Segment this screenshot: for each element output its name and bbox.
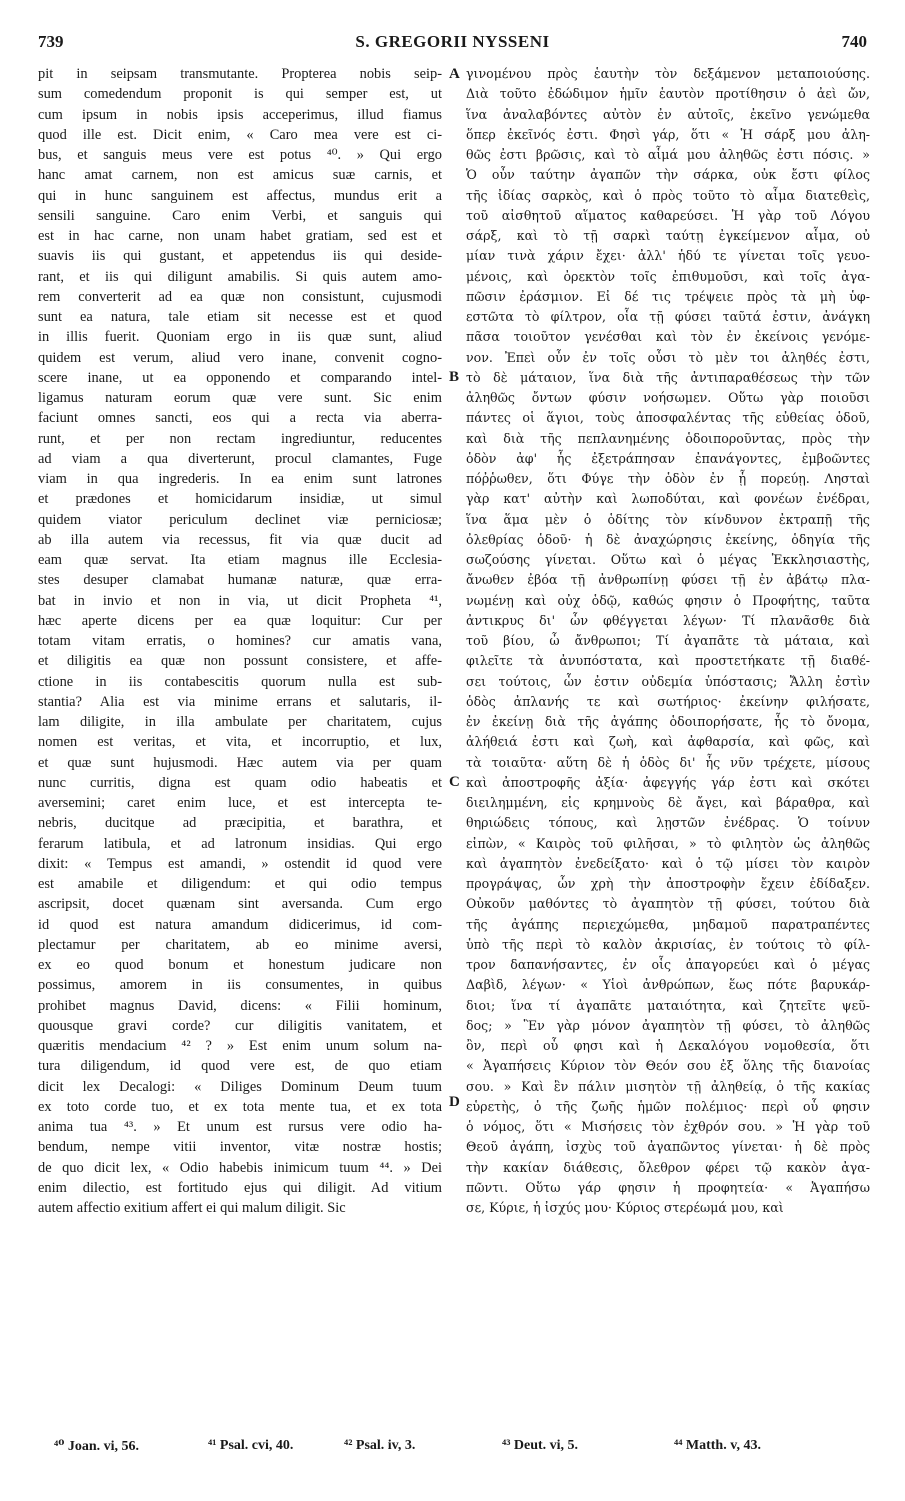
greek-text-line: ὁ νόμος, ὅτι « Μισήσεις τὸν ἐχθρόν σου. » Ἡ γὰρ τοῦ (466, 1119, 870, 1134)
greek-text-line: τοῦ βίου, ὦ ἄνθρωποι; Τί ἀγαπᾶτε τὰ μάταια, καὶ (466, 633, 870, 648)
greek-text-line: ὅπερ ἐκεῖνός ἐστι. Φησὶ γάρ, ὅτι « Ἡ σάρξ μου ἀλη- (466, 126, 870, 142)
latin-text-line: suavis iis qui gustant, et appetendus iis qui deside- (38, 248, 442, 265)
latin-text-line: hanc amat carnem, non est amicus suæ carnis, et (38, 167, 442, 184)
latin-text-line: totam vitam erratis, o homines? cur amatis vana, (38, 633, 442, 649)
latin-text-line: nebris, ducitque ad præcipitia, et barathra, et (38, 815, 442, 832)
latin-text-line: dicit lex Decalogi: « Diliges Dominum Deum tuum (38, 1078, 442, 1095)
latin-text-line: eam quæ servat. Ita etiam magnus ille Ecclesia- (38, 552, 442, 568)
latin-text-line: pit in seipsam transmutante. Propterea nobis seip- (38, 66, 442, 82)
latin-text-line: rem converterit ad ea quæ non consistunt, cujusmodi (38, 288, 442, 305)
greek-text-line: ἐν ἐκείνῃ διὰ τῆς ἀγάπης ὁδοιπορήσατε, ἧς τὸ ὄνομα, (466, 714, 870, 729)
latin-text-line: autem affectio exitium affert ei qui malum diligit. Sic (38, 1200, 346, 1216)
greek-text-line: θηριώδεις τόπους, καὶ λῃστῶν ἐνέδρας. Ὁ τοίνυν (466, 815, 870, 831)
greek-text-line: σει τούτοις, ὧν ἐστιν οὐδεμία ὑπόστασις; Ἄλλη ἐστὶν (466, 673, 870, 689)
greek-text-line: ὁδὸς ἀπλανής τε καὶ σωτήριος· ἐκείνην φιλήσατε, (466, 693, 870, 709)
greek-text-line: ἀληθῶς ὄντων φύσιν νοήσωμεν. Οὕτω γὰρ ποιοῦσι (466, 390, 870, 405)
latin-text-line: quidem viator periculum declinet viæ perniciosæ; (38, 511, 442, 528)
greek-text-line: Διὰ τοῦτο ἐδώδιμον ἡμῖν ἑαυτὸν προτίθησιν ὁ ἀεὶ ὤν, (466, 86, 870, 102)
greek-text-line: Δαβὶδ, λέγων· « Υἱοὶ ἀνθρώπων, ἕως πότε βαρυκάρ- (466, 977, 870, 993)
latin-text-line: rant, et iis qui diligunt amabilis. Si quis autem amo- (38, 268, 442, 285)
greek-text-line: καὶ διὰ τῆς πεπλανημένης ὁδοιποροῦντας, πρὸς τὴν (466, 430, 870, 446)
latin-text-line: quod ille est. Dicit enim, « Caro mea vere est ci- (38, 126, 442, 143)
greek-text-line: τὸ δὲ μάταιον, ἵνα διὰ τῆς ἀντιπαραθέσεως τὴν τῶν (466, 369, 870, 385)
greek-text-line: ὀλεθρίας ὁδοῦ· ἡ δὲ ἀναχώρησις ἐκείνης, ὁδηγία τῆς (466, 531, 870, 547)
latin-text-line: quæritis mendacium ⁴² ? » Est enim unum solum na- (38, 1038, 442, 1054)
greek-text-line: τῆς ἀγάπης περιεχώμεθα, μηδαμοῦ παρατραπέντες (466, 916, 870, 932)
latin-text-line: id quod est natura amandum didicerimus, id com- (38, 916, 442, 933)
greek-text-line: σου. » Καὶ ἓν πάλιν μισητὸν τῇ ἀληθείᾳ, ὁ τῆς κακίας (466, 1078, 870, 1094)
latin-text-line: enim dilectio, est fortitudo ejus qui diligit. Ad vitium (38, 1179, 442, 1196)
margin-letter-a: A (449, 66, 460, 82)
greek-text-line: τὰ τοιαῦτα· αὕτη δὲ ἡ ὁδὸς δι' ἧς νῦν τρέχετε, μίσους (466, 754, 870, 770)
latin-column (38, 64, 442, 1218)
greek-column (466, 64, 870, 1218)
greek-text-line: πόῤῥωθεν, ὅτι Φύγε τὴν ὁδὸν ἐν ᾗ πορεύῃ. Λησταὶ (466, 471, 870, 486)
latin-text-line: stes desuper clamabat humanæ naturæ, quæ erra- (38, 572, 442, 589)
greek-text-line: σάρξ, καὶ τὸ τῇ σαρκὶ ταύτῃ ἐγκείμενον αἷμα, οὐ (466, 228, 870, 243)
latin-text-line: hæc aperte dicens per ea quæ loquitur: Cur per (38, 612, 442, 629)
running-title: S. GREGORII NYSSENI (355, 32, 550, 51)
latin-text-line: sensili sanguine. Caro enim Verbi, et sanguis qui (38, 207, 442, 224)
footnote: ⁴³ Deut. vi, 5. (502, 1438, 579, 1453)
footnote: ⁴² Psal. iv, 3. (344, 1438, 416, 1453)
greek-text-line: διειλημμένη, εἰς κρημνοὺς δὲ ἄγει, καὶ βάραθρα, καὶ (466, 795, 870, 810)
latin-text-line: aversemini; caret enim luce, et est intercepta te- (38, 795, 442, 811)
greek-text-line: νον. Ἐπεὶ οὖν ἐν τοῖς οὖσι τὸ μὲν τοι ἀληθές ἐστι, (466, 349, 870, 365)
latin-text-line: de quo dicit lex, « Odio habebis inimicum tuum ⁴⁴. » Dei (38, 1159, 442, 1176)
latin-text-line: et diligitis ea quæ non possunt consistere, et affe- (38, 653, 442, 670)
greek-text-line: Θεοῦ ἀγάπη, ἰσχὺς τοῦ ἀγαπῶντος γίνεται· ἡ δὲ πρὸς (466, 1139, 870, 1155)
margin-letter-c: C (449, 774, 460, 790)
latin-text-line: possimus, amorem in iis consumentes, in quibus (38, 977, 442, 994)
latin-text-line: tura diligendum, id quod vere est, de quo etiam (38, 1058, 442, 1075)
page-number-left: 739 (38, 32, 64, 51)
latin-text-line: ex toto corde tuo, et ex tota mente tua, et ex tota (38, 1098, 442, 1115)
greek-text-line: σε, Κύριε, ἡ ἰσχύς μου· Κύριος στερέωμά μου, καὶ (466, 1200, 784, 1215)
latin-text-line: bendum, nempe vitii inventor, vitæ nostræ hostis; (38, 1139, 442, 1156)
greek-text-line: νωμένῃ καὶ οὐχ ὁδῷ, καθώς φησιν ὁ Προφήτης, ταῦτα (466, 592, 870, 608)
greek-text-line: ἵνα ἀναλαβόντες αὐτὸν ἐν αὐτοῖς, ἐκεῖνο γενώμεθα (466, 106, 870, 122)
latin-text-line: et prædones et homicidarum insidiæ, ut simul (38, 491, 442, 508)
greek-text-line: τὴν κακίαν διάθεσις, ὄλεθρον φέρει τῷ κακὸν ἀγα- (466, 1159, 870, 1175)
margin-letter-b: B (449, 369, 460, 385)
greek-text-line: πῶντι. Οὕτω γάρ φησιν ἡ προφητεία· « Ἀγαπήσω (466, 1179, 870, 1195)
latin-text-line: sum comedendum proponit is qui semper est, ut (38, 86, 442, 103)
greek-text-line: εἰπὼν, « Καιρὸς τοῦ φιλῆσαι, » τὸ φιλητὸν ὡς ἀληθῶς (466, 835, 870, 851)
latin-text-line: nomen est veritas, et vita, et incorruptio, et lux, (38, 734, 442, 751)
greek-text-line: τρον δαπανήσαντες, ἐν οἷς ἀπαγορεύει καὶ ὁ μέγας (466, 957, 870, 972)
latin-text-line: prohibet magnus David, dicens: « Filii hominum, (38, 997, 442, 1014)
greek-text-line: καὶ ἀγαπητὸν ἐνεδείξατο· καὶ ὁ τῷ μίσει τὸν καιρὸν (466, 855, 870, 871)
greek-text-line: πᾶσα τοιοῦτον γενέσθαι καὶ τὸν ἐν ἐκείνοις γενόμε- (466, 329, 870, 345)
latin-text-line: anima tua ⁴³. » Et unum est rursus vere odio ha- (38, 1119, 442, 1135)
greek-text-line: εστῶτα τὸ φίλτρον, οἷα τῇ φύσει ταῦτά ἐστιν, ἀνάγκη (466, 309, 870, 324)
latin-text-line: ad viam a qua diverterunt, procul clamantes, Fuge (38, 450, 442, 467)
greek-text-line: μένοις, καὶ ὀρεκτὸν τοῖς ἐπιθυμοῦσι, καὶ τοῖς ἀγα- (466, 268, 870, 284)
greek-text-line: φιλεῖτε τὰ ἀνυπόστατα, καὶ προστετήκατε τῇ διαθέ- (466, 653, 870, 669)
latin-text-line: bat in invio et non in via, ut dicit Propheta ⁴¹, (38, 592, 442, 609)
greek-text-line: ἄνωθεν ἐβόα τῇ ἀνθρωπίνῃ φύσει τῇ ἐν ἀβάτῳ πλα- (466, 572, 870, 588)
latin-text-line: ascripsit, docet quænam sint aversanda. Cum ergo (38, 896, 442, 913)
latin-text-line: ligamus naturam eorum quæ vere sunt. Sic enim (38, 390, 442, 406)
latin-text-line: plectamur per charitatem, ab eo minime aversi, (38, 936, 442, 953)
latin-text-line: viam in qua ingrederis. In ea enim sunt latrones (38, 471, 442, 487)
latin-text-line: est in hac carne, non unam habet gratiam, sed est et (38, 228, 442, 244)
greek-text-line: ὁδὸν ἀφ' ἧς ἐξετράπησαν ἐπανάγοντες, ἐμβοῶντες (466, 450, 870, 466)
latin-text-line: quousque gravi corde? cur diligitis vanitatem, et (38, 1017, 442, 1034)
greek-text-line: ὑπὸ τῆς περὶ τὸ καλὸν ἀκρισίας, ἐν τούτοις τὸ φίλ- (466, 936, 870, 952)
greek-text-line: πάντες οἱ ἅγιοι, τοὺς ἀποσφαλέντας τῆς εὐθείας ὁδοῦ, (466, 410, 870, 426)
greek-text-line: τοῦ αἰσθητοῦ αἵματος καθαρεύσει. Ἡ γὰρ τοῦ Λόγου (466, 207, 870, 223)
greek-text-line: ἀντικρυς δι' ὧν φθέγγεται λέγων· Τί πλανᾶσθε διὰ (466, 612, 870, 628)
latin-text-line: in illis fuerit. Quoniam ergo in iis quæ sunt, aliud (38, 329, 442, 346)
footnote: ⁴¹ Psal. cvi, 40. (208, 1438, 294, 1453)
greek-text-line: μίαν τινὰ χάριν ἔχει· ἀλλ' ἡδύ τε γίνεται τοῖς γευο- (466, 248, 870, 264)
footnote: ⁴⁴ Matth. v, 43. (674, 1438, 761, 1453)
latin-text-line: sunt ea natura, tale etiam sit necesse est et quod (38, 309, 442, 325)
latin-text-line: cum ipsum in nobis ipsis acceperimus, illud fiamus (38, 106, 442, 123)
latin-text-line: ex eo quod bonum et honestum judicare non (38, 957, 442, 973)
page-number-right: 740 (841, 32, 867, 51)
latin-text-line: bus, et sanguis meus vere est potus ⁴⁰. » Qui ergo (38, 147, 442, 163)
latin-text-line: nunc curritis, digna est quam odio habeatis et (38, 774, 442, 791)
greek-text-line: εὑρετὴς, ὁ τῆς ζωῆς ἡμῶν πολέμιος· περὶ οὗ φησιν (466, 1098, 870, 1114)
latin-text-line: runt, et per non rectam ingrediuntur, reducentes (38, 430, 442, 447)
latin-text-line: faciunt omnes sancti, eos qui a recta via aberra- (38, 410, 442, 427)
latin-text-line: ctione in iis contabescitis quorum nulla est sub- (38, 673, 442, 690)
latin-text-line: ferarum latibula, et ad latronum insidias. Qui ergo (38, 835, 442, 852)
greek-text-line: προγράψας, ὧν χρὴ τὴν ἀποστροφὴν ἔχειν ἐδίδαξεν. (466, 876, 870, 891)
latin-text-line: qui in hunc sanguinem est affectus, mundus erit a (38, 187, 442, 204)
greek-text-line: δος; » Ἓν γὰρ μόνον ἀγαπητὸν τῇ φύσει, τὸ ἀληθῶς (466, 1017, 870, 1033)
greek-text-line: σωζούσης γίνεται. Οὕτω καὶ ὁ μέγας Ἐκκλησιαστὴς, (466, 552, 870, 567)
latin-text-line: ab illa autem via recessus, fit via quæ ducit ad (38, 531, 442, 548)
margin-letter-d: D (449, 1094, 460, 1110)
latin-text-line: quidem est verum, aliud vero inane, convenit cogno- (38, 349, 442, 366)
greek-text-line: « Ἀγαπήσεις Κύριον τὸν Θεόν σου ἐξ ὅλης τῆς διανοίας (466, 1058, 870, 1074)
greek-text-line: γὰρ κατ' αὐτὴν καὶ λωποδύται, καὶ φονέων ἐνέδραι, (466, 491, 870, 507)
latin-text-line: scere inane, ut ea opponendo et comparando intel- (38, 369, 442, 386)
greek-text-line: Ὁ οὖν ταύτην ἀγαπῶν τὴν σάρκα, οὐκ ἔστι φίλος (466, 167, 870, 183)
running-header (38, 32, 867, 60)
greek-text-line: διοι; ἵνα τί ἀγαπᾶτε ματαιότητα, καὶ ζητεῖτε ψεῦ- (466, 997, 870, 1013)
greek-text-line: γινομένου πρὸς ἑαυτὴν τὸν δεξάμενον μεταποιούσης. (466, 66, 870, 81)
latin-text-line: lam diligite, in illa ambulate per charitatem, cujus (38, 714, 442, 730)
greek-text-line: Οὐκοῦν μαθόντες τὸ ἀγαπητὸν τῇ φύσει, τούτου διὰ (466, 896, 870, 912)
greek-text-line: τῆς ἰδίας σαρκὸς, καὶ ὁ πρὸς τοῦτο τὸ αἷμα διατεθεὶς, (466, 187, 870, 203)
greek-text-line: καὶ ἀποστροφῆς ἀξία· ἀφεγγής γάρ ἐστι καὶ σκότει (466, 774, 870, 790)
latin-text-line: et quæ sunt hujusmodi. Hæc autem via per quam (38, 754, 442, 771)
greek-text-line: θῶς ἐστι βρῶσις, καὶ τὸ αἷμά μου ἀληθῶς ἐστι πόσις. » (466, 147, 870, 162)
greek-text-line: πῶσιν ἐράσμιον. Εἰ δέ τις τρέψειε πρὸς τὰ μὴ ὑφ- (466, 288, 870, 304)
greek-text-line: ὂν, περὶ οὗ φησι καὶ ἡ Δεκαλόγου νομοθεσία, ὅτι (466, 1038, 870, 1053)
latin-text-line: dixit: « Tempus est amandi, » ostendit id quod vere (38, 855, 442, 872)
footnote: ⁴⁰ Joan. vi, 56. (54, 1439, 140, 1454)
greek-text-line: ἵνα ἅμα μὲν ὁ ὁδίτης τὸν κίνδυνον ἐκτραπῇ τῆς (466, 511, 870, 527)
latin-text-line: est amabile et diligendum: et qui odio tempus (38, 876, 442, 892)
greek-text-line: ἀλήθειά ἐστι καὶ ζωὴ, καὶ ἀφθαρσία, καὶ φῶς, καὶ (466, 734, 870, 750)
latin-text-line: stantia? Alia est via minime errans et salutaris, il- (38, 693, 442, 710)
